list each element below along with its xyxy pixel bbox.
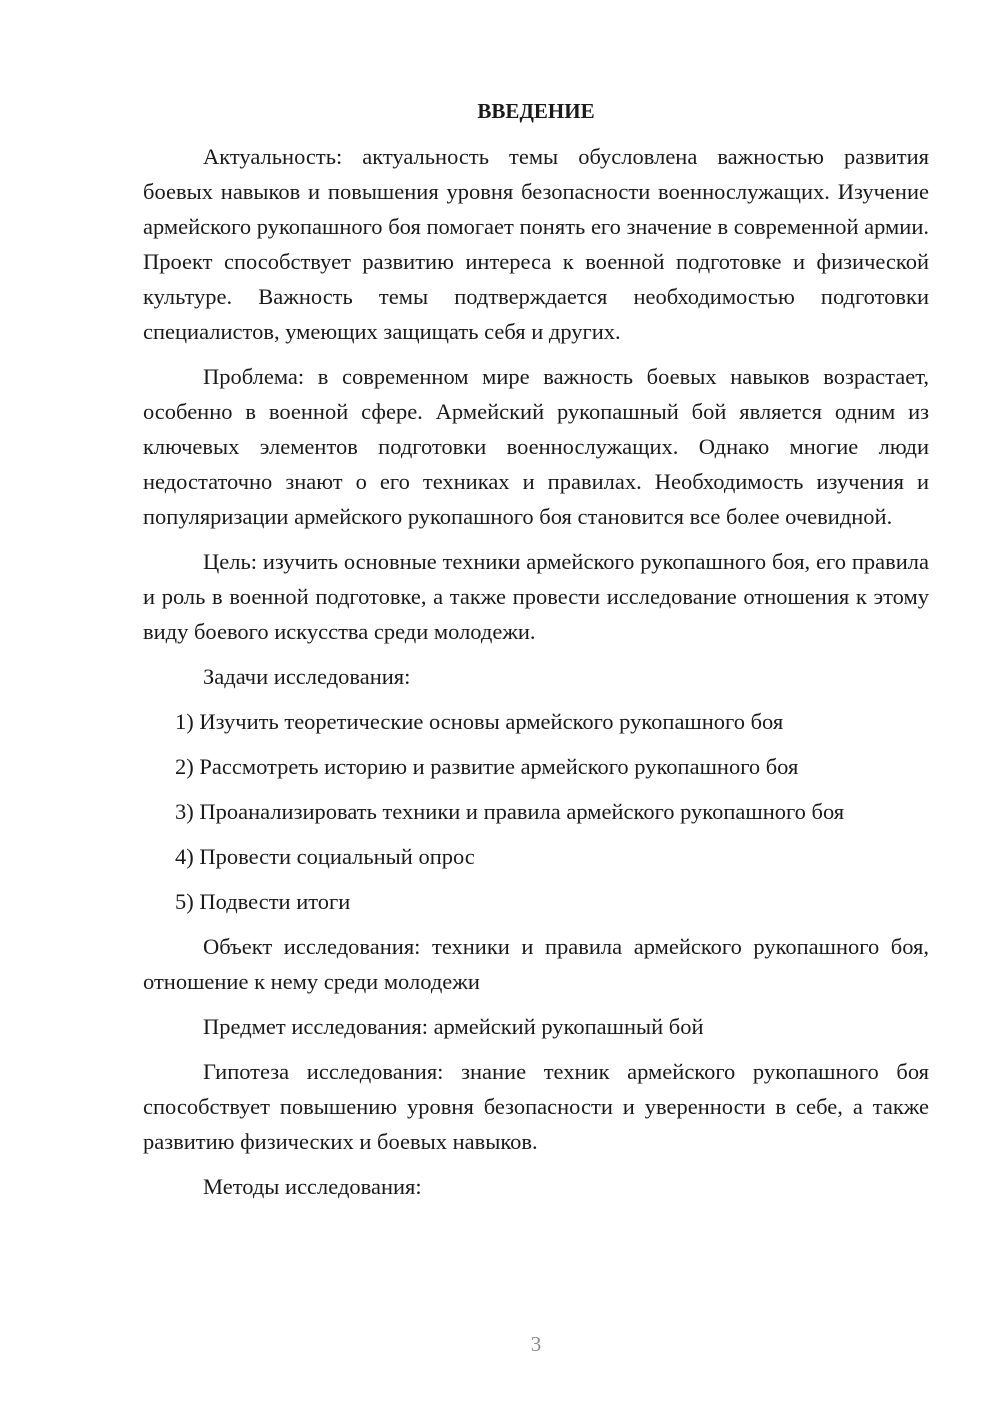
page-number: 3 [530, 1332, 542, 1356]
paragraph-goal: Цель: изучить основные техники армейского рукопашного боя, его правила и роль в военной подготовке, а также провести исследование отношения к этому виду боевого искусства среди молодежи. [143, 549, 929, 644]
paragraph-methods: Методы исследования: [203, 1174, 422, 1199]
list-item: 3) Проанализировать техники и правила армейского рукопашного боя [175, 799, 845, 824]
list-item: 4) Провести социальный опрос [175, 844, 475, 869]
document-body [143, 94, 929, 1214]
section-title: ВВЕДЕНИЕ [477, 99, 595, 123]
list-item: 2) Рассмотреть историю и развитие армейского рукопашного боя [175, 754, 799, 779]
paragraph-tasks-heading: Задачи исследования: [203, 664, 411, 689]
list-item: 1) Изучить теоретические основы армейского рукопашного боя [175, 709, 784, 734]
paragraph-problem: Проблема: в современном мире важность боевых навыков возрастает, особенно в военной сфере. Армейский рукопашный бой является одним из ключевых элементов подготовки военнослужащих. Однако многие люди недостаточно знают о его техниках и правилах. Необходимость изучения и популяризации армейского рукопашного боя становится все более очевидной. [143, 364, 929, 529]
tasks-list [143, 704, 929, 919]
paragraph-relevance: Актуальность: актуальность темы обусловлена важностью развития боевых навыков и повышения уровня безопасности военнослужащих. Изучение армейского рукопашного боя помогает понять его значение в современной армии. Проект способствует развитию интереса к военной подготовке и физической культуре. Важность темы подтверждается необходимостью подготовки специалистов, умеющих защищать себя и других. [143, 144, 929, 344]
paragraph-hypothesis: Гипотеза исследования: знание техник армейского рукопашного боя способствует повышению уровня безопасности и уверенности в себе, а также развитию физических и боевых навыков. [143, 1059, 929, 1154]
paragraph-object: Объект исследования: техники и правила армейского рукопашного боя, отношение к нему среди молодежи [143, 934, 929, 994]
list-item: 5) Подвести итоги [175, 889, 351, 914]
paragraph-subject: Предмет исследования: армейский рукопашный бой [203, 1014, 704, 1039]
